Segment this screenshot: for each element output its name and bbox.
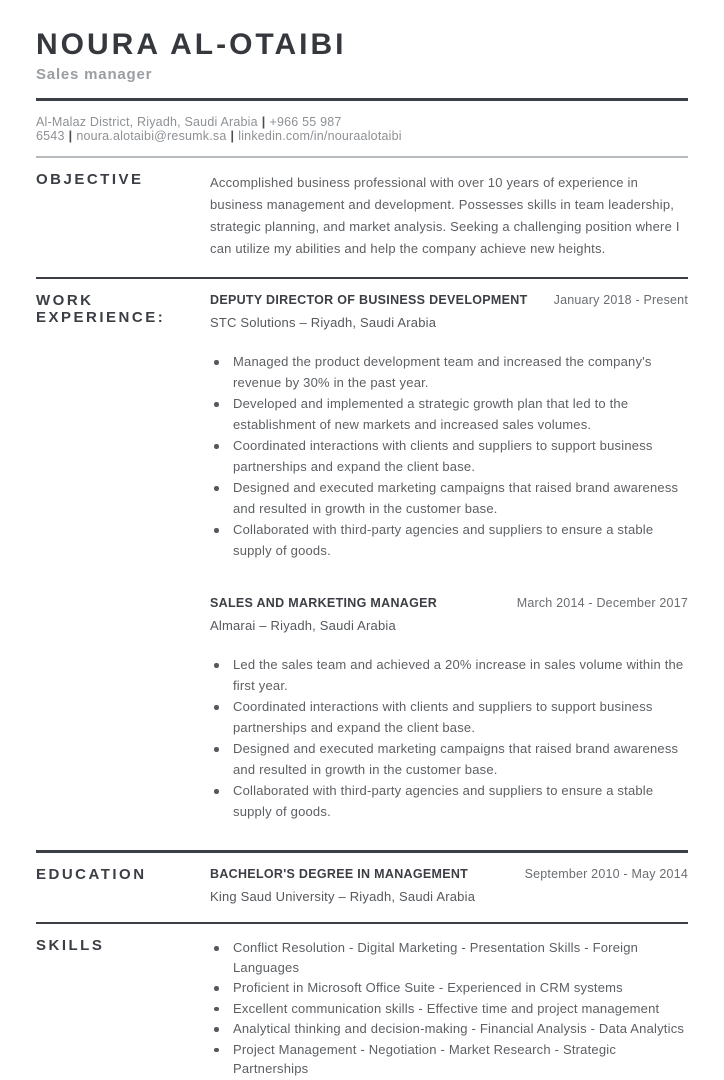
job-company: STC Solutions – Riyadh, Saudi Arabia (210, 315, 437, 330)
education-section (36, 853, 688, 922)
candidate-title: Sales manager (36, 65, 153, 83)
job-bullet: Designed and executed marketing campaigns that raised brand awareness and resulted in growth in the customer base. (210, 478, 688, 519)
job-bullet-list (210, 655, 688, 822)
skills-section (36, 924, 688, 1080)
skill-item: Proficient in Microsoft Office Suite - Experienced in CRM systems (210, 978, 688, 998)
skills-list (210, 938, 688, 1079)
contact-location: Al-Malaz District, Riyadh, Saudi Arabia (36, 114, 258, 129)
job-title: SALES AND MARKETING MANAGER (210, 596, 438, 610)
job-company: Almarai – Riyadh, Saudi Arabia (210, 618, 396, 633)
skill-item: Excellent communication skills - Effective time and project management (210, 999, 688, 1019)
job-bullet: Collaborated with third-party agencies and suppliers to ensure a stable supply of goods. (210, 520, 688, 561)
job-bullet: Managed the product development team and increased the company's revenue by 30% in the past year. (210, 352, 688, 393)
contact-separator: | (261, 114, 266, 129)
objective-heading: OBJECTIVE (36, 170, 144, 188)
contact-phone: +966 55 987 6543 (36, 114, 342, 143)
skill-item: Conflict Resolution - Digital Marketing - Presentation Skills - Foreign Languages (210, 938, 688, 977)
candidate-name: NOURA AL-OTAIBI (36, 28, 347, 61)
job-bullet: Led the sales team and achieved a 20% increase in sales volume within the first year. (210, 655, 688, 696)
objective-text: Accomplished business professional with over 10 years of experience in business management and development. Possesses skills in team leadership, strategic planning, and market analysis. Seeking a challenging position where I can utilize my abilities and help the company achieve new heights. (210, 174, 680, 256)
contact-email: noura.alotaibi@resumk.sa (76, 128, 227, 143)
job-bullet-list (210, 352, 688, 561)
education-heading: EDUCATION (36, 865, 147, 883)
job-entry (210, 293, 688, 561)
job-title: DEPUTY DIRECTOR OF BUSINESS DEVELOPMENT (210, 293, 528, 307)
objective-section (36, 158, 688, 277)
job-bullet: Coordinated interactions with clients and suppliers to support business partnerships and expand the client base. (210, 697, 688, 738)
job-bullet: Coordinated interactions with clients and suppliers to support business partnerships and expand the client base. (210, 436, 688, 477)
work-experience-section (36, 279, 688, 850)
job-entry (210, 596, 688, 822)
job-bullet: Developed and implemented a strategic growth plan that led to the establishment of new markets and increased sales volumes. (210, 394, 688, 435)
resume-header (36, 28, 688, 83)
contact-row (36, 101, 688, 156)
degree-dates: September 2010 - May 2014 (524, 866, 688, 881)
degree-title: BACHELOR'S DEGREE IN MANAGEMENT (210, 866, 469, 881)
job-bullet: Collaborated with third-party agencies and suppliers to ensure a stable supply of goods. (210, 781, 688, 822)
skills-heading: SKILLS (36, 937, 105, 954)
contact-linkedin: linkedin.com/in/nouraalotaibi (238, 128, 402, 143)
skill-item: Project Management - Negotiation - Market Research - Strategic Partnerships (210, 1040, 688, 1079)
job-bullet: Designed and executed marketing campaigns that raised brand awareness and resulted in growth in the customer base. (210, 739, 688, 780)
skill-item: Analytical thinking and decision-making - Financial Analysis - Data Analytics (210, 1019, 688, 1039)
contact-separator: | (68, 128, 73, 143)
school-name: King Saud University – Riyadh, Saudi Arabia (210, 888, 476, 904)
work-experience-heading: WORK EXPERIENCE: (36, 292, 166, 326)
job-dates: January 2018 - Present (553, 293, 688, 307)
contact-separator: | (230, 128, 235, 143)
job-dates: March 2014 - December 2017 (516, 596, 688, 610)
